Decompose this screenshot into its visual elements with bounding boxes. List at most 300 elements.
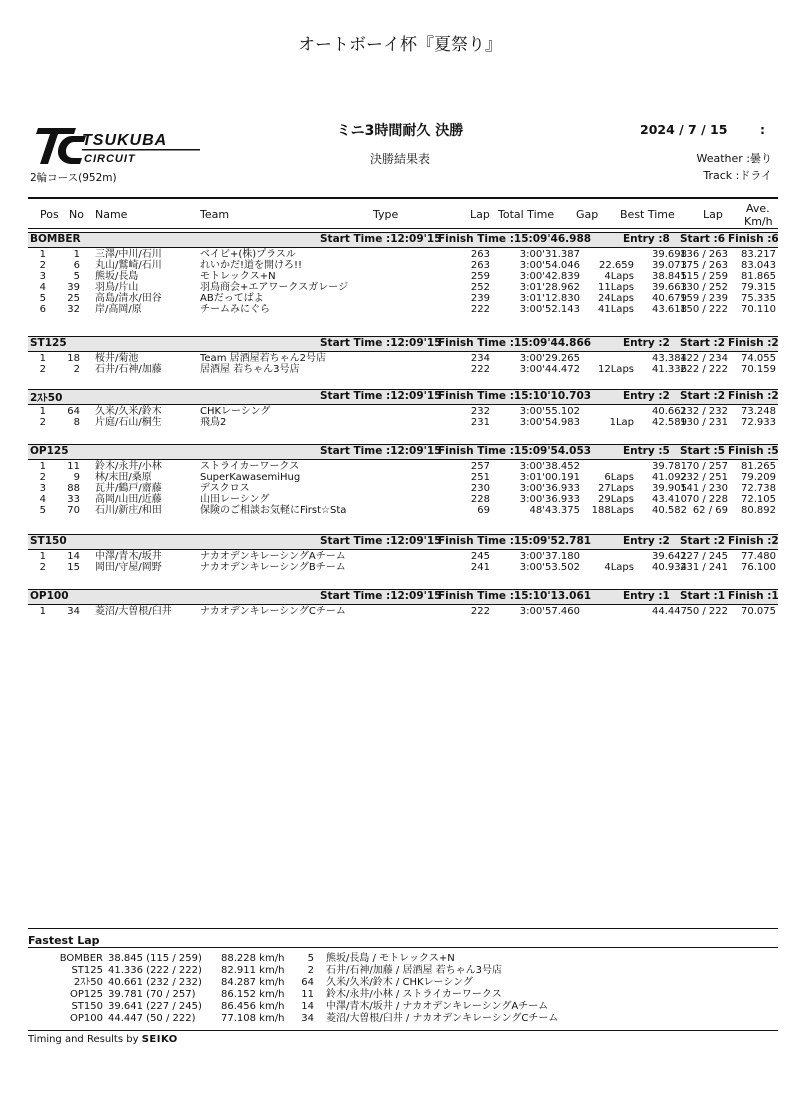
fl-time: 38.845 (115 / 259) (108, 953, 202, 964)
class-finish-time: Finish Time :15:10'10.703 (438, 390, 592, 402)
header-gap: Gap (576, 208, 599, 221)
best-time: 41.336 (652, 364, 687, 375)
class-finish-time: Finish Time :15:09'54.053 (438, 445, 592, 457)
header-best-time: Best Time (620, 208, 675, 221)
car-number: 39 (67, 282, 80, 293)
fl-rider-team: 久米/久米/鈴木 / CHKレーシング (326, 977, 473, 988)
best-lap: 227 / 245 (680, 551, 728, 562)
pos: 1 (39, 551, 46, 562)
rider-names: 桜井/菊池 (95, 353, 139, 364)
gap: 22.659 (599, 260, 634, 271)
car-number: 11 (67, 461, 80, 472)
class-finish-count: Finish :2 (728, 535, 779, 547)
team-name: チームみにぐら (200, 304, 270, 315)
lap-count: 245 (470, 551, 490, 562)
average-speed: 79.209 (741, 472, 776, 483)
best-lap: 159 / 239 (680, 293, 728, 304)
fl-rider-team: 中澤/青木/坂井 / ナカオデンキレーシングAチーム (326, 1001, 549, 1012)
fl-time: 40.661 (232 / 232) (108, 977, 202, 988)
fl-class: BOMBER (59, 953, 103, 964)
gap: 188Laps (591, 505, 634, 516)
car-number: 15 (67, 562, 80, 573)
fl-speed: 86.456 km/h (221, 1001, 285, 1012)
best-lap: 70 / 228 (686, 494, 728, 505)
team-name: デスクロス (200, 483, 250, 494)
rider-names: 石井/石神/加藤 (95, 364, 162, 375)
lap-count: 234 (470, 353, 490, 364)
fastest-lap-row (28, 977, 778, 989)
class-finish-count: Finish :5 (728, 445, 779, 457)
result-row (28, 249, 778, 260)
rider-names: 中澤/青木/坂井 (95, 551, 162, 562)
gap: 27Laps (598, 483, 634, 494)
car-number: 6 (73, 260, 80, 271)
result-row (28, 406, 778, 417)
fl-car-number: 11 (301, 989, 314, 1000)
lap-count: 222 (470, 606, 490, 617)
best-time: 41.092 (652, 472, 687, 483)
result-row (28, 353, 778, 364)
total-time: 3:00'36.933 (519, 494, 580, 505)
lap-count: 251 (470, 472, 490, 483)
class-start-time: Start Time :12:09'15 (320, 390, 442, 402)
fl-speed: 82.911 km/h (221, 965, 285, 976)
pos: 1 (39, 353, 46, 364)
fastest-lap-heading: Fastest Lap (28, 934, 100, 947)
total-time: 3:00'38.452 (519, 461, 580, 472)
pos: 3 (39, 483, 46, 494)
fl-class: ST125 (71, 965, 103, 976)
average-speed: 77.480 (741, 551, 776, 562)
fl-car-number: 2 (307, 965, 314, 976)
best-lap: 130 / 231 (680, 417, 728, 428)
total-time: 3:00'44.472 (519, 364, 580, 375)
header-lap: Lap (470, 208, 490, 221)
car-number: 9 (73, 472, 80, 483)
fastest-lap-row (28, 965, 778, 977)
pos: 1 (39, 461, 46, 472)
track-condition: Track :ドライ (703, 169, 772, 182)
pos: 5 (39, 505, 46, 516)
fl-time: 41.336 (222 / 222) (108, 965, 202, 976)
fastest-lap-heading-rule (28, 947, 778, 948)
fastest-lap-row (28, 953, 778, 965)
pos: 3 (39, 271, 46, 282)
car-number: 8 (73, 417, 80, 428)
pos: 4 (39, 282, 46, 293)
gap: 12Laps (598, 364, 634, 375)
fl-speed: 84.287 km/h (221, 977, 285, 988)
fl-car-number: 14 (301, 1001, 314, 1012)
class-start-time: Start Time :12:09'15 (320, 590, 442, 602)
best-lap: 141 / 230 (680, 483, 728, 494)
average-speed: 79.315 (741, 282, 776, 293)
pos: 2 (39, 562, 46, 573)
best-time: 43.618 (652, 304, 687, 315)
class-start-count: Start :2 (680, 535, 726, 547)
rider-names: 久米/久米/鈴木 (95, 406, 162, 417)
fl-car-number: 5 (307, 953, 314, 964)
result-row (28, 293, 778, 304)
best-time: 39.698 (652, 249, 687, 260)
best-lap: 130 / 252 (680, 282, 728, 293)
lap-count: 228 (470, 494, 490, 505)
fastest-lap-row (28, 1001, 778, 1013)
class-name: ST125 (30, 337, 67, 349)
car-number: 34 (67, 606, 80, 617)
team-name: ストライカーワークス (200, 461, 300, 472)
class-header (28, 589, 778, 605)
team-name: SuperKawasemiHug (200, 472, 301, 483)
car-number: 32 (67, 304, 80, 315)
team-name: モトレックス+N (200, 271, 276, 282)
best-lap: 222 / 222 (680, 364, 728, 375)
team-name: ナカオデンキレーシングCチーム (200, 606, 346, 617)
total-time: 3:00'29.265 (519, 353, 580, 364)
team-name: ナカオデンキレーシングAチーム (200, 551, 346, 562)
car-number: 64 (67, 406, 80, 417)
class-start-time: Start Time :12:09'15 (320, 445, 442, 457)
best-lap: 122 / 234 (680, 353, 728, 364)
header-kmh: Km/h (744, 215, 773, 228)
best-time: 43.384 (652, 353, 687, 364)
header-best-lap: Lap (703, 208, 723, 221)
fl-car-number: 34 (301, 1013, 314, 1024)
class-entry-count: Entry :5 (623, 445, 670, 457)
total-time: 3:00'42.839 (519, 271, 580, 282)
pos: 2 (39, 417, 46, 428)
rider-names: 熊坂/長島 (95, 271, 139, 282)
team-name: 羽鳥商会+エアワークスガレージ (200, 282, 349, 293)
team-name: 飛鳥2 (200, 417, 227, 428)
lap-count: 222 (470, 364, 490, 375)
team-name: れいかだ!道を開けろ!! (200, 260, 303, 271)
total-time: 3:00'54.046 (519, 260, 580, 271)
car-number: 14 (67, 551, 80, 562)
lap-count: 241 (470, 562, 490, 573)
class-finish-time: Finish Time :15:10'13.061 (438, 590, 592, 602)
average-speed: 83.217 (741, 249, 776, 260)
class-name: ST150 (30, 535, 67, 547)
svg-text:TSUKUBA: TSUKUBA (82, 132, 168, 149)
car-number: 70 (67, 505, 80, 516)
fl-speed: 88.228 km/h (221, 953, 285, 964)
team-name: CHKレーシング (200, 406, 271, 417)
car-number: 33 (67, 494, 80, 505)
average-speed: 70.159 (741, 364, 776, 375)
rider-names: 三澤/中川/石川 (95, 249, 162, 260)
total-time: 3:00'54.983 (519, 417, 580, 428)
header-ave: Ave. (746, 202, 770, 215)
pos: 1 (39, 606, 46, 617)
result-row (28, 282, 778, 293)
class-entry-count: Entry :2 (623, 390, 670, 402)
average-speed: 81.265 (741, 461, 776, 472)
lap-count: 252 (470, 282, 490, 293)
lap-count: 232 (470, 406, 490, 417)
fl-class: ST150 (71, 1001, 103, 1012)
average-speed: 70.075 (741, 606, 776, 617)
best-time: 40.582 (652, 505, 687, 516)
car-number: 2 (73, 364, 80, 375)
gap: 4Laps (604, 271, 634, 282)
best-lap: 175 / 263 (680, 260, 728, 271)
pos: 1 (39, 406, 46, 417)
footer-credit (28, 1034, 178, 1045)
fl-rider-team: 菱沼/大曽根/臼井 / ナカオデンキレーシングCチーム (326, 1013, 559, 1024)
pos: 2 (39, 260, 46, 271)
car-number: 88 (67, 483, 80, 494)
average-speed: 74.055 (741, 353, 776, 364)
header-total-time: Total Time (498, 208, 555, 221)
result-row (28, 472, 778, 483)
seiko-brand: SEIKO (141, 1034, 178, 1045)
team-name: 居酒屋 若ちゃん3号店 (200, 364, 300, 375)
class-start-time: Start Time :12:09'15 (320, 535, 442, 547)
event-date: 2024 / 7 / 15 (640, 122, 728, 137)
best-lap: 62 / 69 (692, 505, 728, 516)
best-lap: 136 / 263 (680, 249, 728, 260)
class-start-count: Start :1 (680, 590, 726, 602)
class-finish-count: Finish :1 (728, 590, 779, 602)
rider-names: 鈴木/永井/小林 (95, 461, 162, 472)
average-speed: 76.100 (741, 562, 776, 573)
result-row (28, 260, 778, 271)
best-time: 40.934 (652, 562, 687, 573)
fl-class: 2ｽﾄ50 (73, 977, 103, 988)
team-name: ベイビ+(株)プラスル (200, 249, 296, 260)
car-number: 5 (73, 271, 80, 282)
fl-speed: 77.108 km/h (221, 1013, 285, 1024)
total-time: 48'43.375 (529, 505, 580, 516)
fl-class: OP125 (70, 989, 103, 1000)
rider-names: 高島/清水/田谷 (95, 293, 162, 304)
result-row (28, 271, 778, 282)
result-row (28, 417, 778, 428)
class-header (28, 232, 778, 248)
gap: 4Laps (604, 562, 634, 573)
class-entry-count: Entry :2 (623, 535, 670, 547)
lap-count: 257 (470, 461, 490, 472)
car-number: 18 (67, 353, 80, 364)
gap: 41Laps (598, 304, 634, 315)
header-type: Type (373, 208, 399, 221)
pos: 2 (39, 364, 46, 375)
header-bottom-rule (28, 228, 778, 229)
result-row (28, 551, 778, 562)
best-lap: 232 / 232 (680, 406, 728, 417)
gap: 6Laps (604, 472, 634, 483)
total-time: 3:01'00.191 (519, 472, 580, 483)
result-row (28, 505, 778, 516)
pos: 1 (39, 249, 46, 260)
pos: 5 (39, 293, 46, 304)
best-time: 40.661 (652, 406, 687, 417)
fl-car-number: 64 (301, 977, 314, 988)
lap-count: 231 (470, 417, 490, 428)
best-time: 39.073 (652, 260, 687, 271)
header-no: No (69, 208, 84, 221)
class-header (28, 336, 778, 352)
class-entry-count: Entry :1 (623, 590, 670, 602)
total-time: 3:01'28.962 (519, 282, 580, 293)
fastest-lap-row (28, 1013, 778, 1025)
fl-rider-team: 石井/石神/加藤 / 居酒屋 若ちゃん3号店 (326, 965, 503, 976)
class-finish-time: Finish Time :15:09'44.866 (438, 337, 592, 349)
average-speed: 81.865 (741, 271, 776, 282)
rider-names: 瓦井/鶴戸/齋藤 (95, 483, 162, 494)
lap-count: 239 (470, 293, 490, 304)
rider-names: 岸/高岡/原 (95, 304, 142, 315)
lap-count: 222 (470, 304, 490, 315)
fl-rider-team: 熊坂/長島 / モトレックス+N (326, 953, 455, 964)
total-time: 3:00'53.502 (519, 562, 580, 573)
column-header (28, 202, 778, 229)
header-pos: Pos (40, 208, 59, 221)
fastest-lap-row (28, 989, 778, 1001)
class-header (28, 389, 778, 405)
results-subtitle: 決勝結果表 (369, 152, 430, 166)
rider-names: 丸山/鷲崎/石川 (95, 260, 162, 271)
best-lap: 70 / 257 (686, 461, 728, 472)
class-start-count: Start :5 (680, 445, 726, 457)
fl-rider-team: 鈴木/永井/小林 / ストライカーワークス (326, 989, 502, 1000)
gap: 1Lap (609, 417, 634, 428)
weather-label: Weather :曇り (696, 152, 772, 165)
class-name: OP125 (30, 445, 69, 457)
class-finish-time: Finish Time :15:09'46.988 (438, 233, 592, 245)
car-number: 25 (67, 293, 80, 304)
class-name: BOMBER (30, 233, 81, 245)
lap-count: 230 (470, 483, 490, 494)
result-row (28, 304, 778, 315)
result-row (28, 364, 778, 375)
total-time: 3:00'55.102 (519, 406, 580, 417)
class-start-count: Start :2 (680, 390, 726, 402)
average-speed: 73.248 (741, 406, 776, 417)
pos: 4 (39, 494, 46, 505)
date-colon: : (760, 122, 765, 137)
lap-count: 259 (470, 271, 490, 282)
best-time: 42.589 (652, 417, 687, 428)
team-name: ABだってばよ (200, 293, 264, 304)
best-time: 39.781 (652, 461, 687, 472)
best-time: 39.663 (652, 282, 687, 293)
rider-names: 菱沼/大曽根/臼井 (95, 606, 172, 617)
fastest-lap-top-rule (28, 928, 778, 929)
class-finish-count: Finish :2 (728, 337, 779, 349)
rider-names: 高岡/山田/近藤 (95, 494, 162, 505)
total-time: 3:00'37.180 (519, 551, 580, 562)
class-start-time: Start Time :12:09'15 (320, 337, 442, 349)
team-name: Team 居酒屋若ちゃん2号店 (200, 353, 326, 364)
rider-names: 林/末田/桑原 (95, 472, 152, 483)
best-lap: 231 / 241 (680, 562, 728, 573)
class-finish-count: Finish :6 (728, 233, 779, 245)
fl-speed: 86.152 km/h (221, 989, 285, 1000)
header-top-rule (28, 197, 778, 199)
class-finish-count: Finish :2 (728, 390, 779, 402)
result-row (28, 606, 778, 617)
class-entry-count: Entry :8 (623, 233, 670, 245)
average-speed: 72.105 (741, 494, 776, 505)
header-team: Team (200, 208, 230, 221)
footer-text: Timing and Results by (28, 1034, 139, 1045)
class-start-count: Start :6 (680, 233, 726, 245)
class-finish-time: Finish Time :15:09'52.781 (438, 535, 592, 547)
event-title: ミニ3時間耐久 決勝 (336, 123, 464, 139)
total-time: 3:01'12.830 (519, 293, 580, 304)
course-label: 2輪コース(952m) (30, 172, 117, 184)
car-number: 1 (73, 249, 80, 260)
pos: 2 (39, 472, 46, 483)
gap: 11Laps (598, 282, 634, 293)
team-name: 保険のご相談お気軽にFirst☆Sta (200, 505, 347, 516)
best-time: 39.905 (652, 483, 687, 494)
class-header (28, 534, 778, 550)
rider-names: 岡田/守屋/岡野 (95, 562, 162, 573)
footer-rule (28, 1030, 778, 1031)
class-name: OP100 (30, 590, 69, 602)
average-speed: 70.110 (741, 304, 776, 315)
average-speed: 72.933 (741, 417, 776, 428)
class-name: 2ｽﾄ50 (30, 392, 63, 404)
rider-names: 片庭/石山/桐生 (95, 417, 162, 428)
svg-text:CIRCUIT: CIRCUIT (84, 153, 136, 165)
total-time: 3:00'57.460 (519, 606, 580, 617)
best-time: 40.679 (652, 293, 687, 304)
class-header (28, 444, 778, 460)
best-lap: 150 / 222 (680, 304, 728, 315)
team-name: 山田レーシング (200, 494, 270, 505)
average-speed: 83.043 (741, 260, 776, 271)
average-speed: 80.892 (741, 505, 776, 516)
pos: 6 (39, 304, 46, 315)
lap-count: 69 (477, 505, 490, 516)
lap-count: 263 (470, 260, 490, 271)
total-time: 3:00'52.143 (519, 304, 580, 315)
class-start-count: Start :2 (680, 337, 726, 349)
result-row (28, 483, 778, 494)
best-time: 44.447 (652, 606, 687, 617)
best-lap: 115 / 259 (680, 271, 728, 282)
gap: 29Laps (598, 494, 634, 505)
class-start-time: Start Time :12:09'15 (320, 233, 442, 245)
best-time: 38.845 (652, 271, 687, 282)
result-row (28, 562, 778, 573)
rider-names: 羽鳥/片山 (95, 282, 139, 293)
header-name: Name (95, 208, 128, 221)
fl-class: OP100 (70, 1013, 103, 1024)
class-entry-count: Entry :2 (623, 337, 670, 349)
best-lap: 232 / 251 (680, 472, 728, 483)
average-speed: 75.335 (741, 293, 776, 304)
average-speed: 72.738 (741, 483, 776, 494)
fl-time: 39.781 (70 / 257) (108, 989, 196, 1000)
result-row (28, 494, 778, 505)
document-title: オートボーイ杯『夏祭り』 (298, 35, 502, 55)
fl-time: 44.447 (50 / 222) (108, 1013, 196, 1024)
lap-count: 263 (470, 249, 490, 260)
gap: 24Laps (598, 293, 634, 304)
total-time: 3:00'31.387 (519, 249, 580, 260)
best-lap: 50 / 222 (686, 606, 728, 617)
result-row (28, 461, 778, 472)
team-name: ナカオデンキレーシングBチーム (200, 562, 346, 573)
total-time: 3:00'36.933 (519, 483, 580, 494)
fl-time: 39.641 (227 / 245) (108, 1001, 202, 1012)
best-time: 43.410 (652, 494, 687, 505)
